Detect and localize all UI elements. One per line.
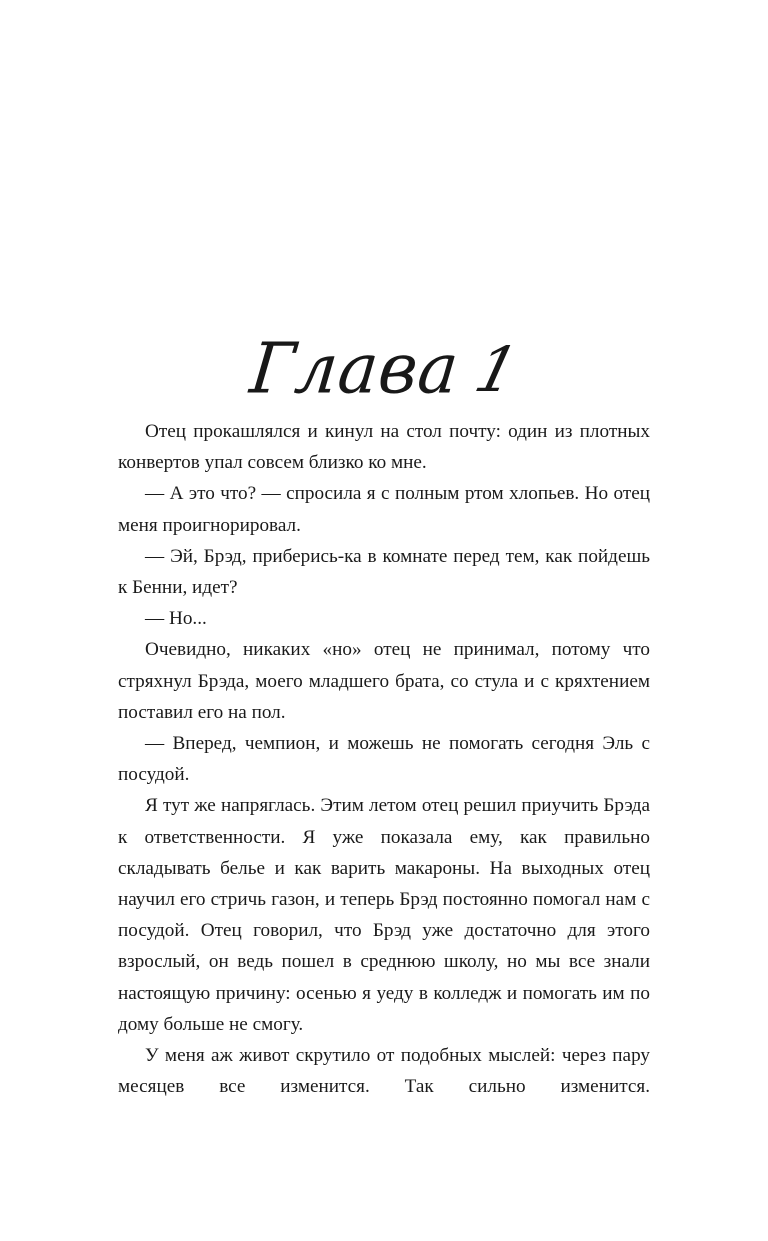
paragraph: — Но...	[145, 608, 207, 630]
paragraph: — Вперед, чемпион, и можешь не помогать сегодня Эль с посудой.	[118, 733, 650, 786]
paragraph: Очевидно, никаких «но» отец не принимал, потому что стряхнул Брэда, моего младшего брата, со стула и с кряхтением поставил его на пол.	[118, 639, 650, 723]
paragraph: Я тут же напряглась. Этим летом отец решил приучить Брэда к ответственности. Я уже показала ему, как правильно складывать белье и как варить макароны. На выходных отец научил его стричь газон, и теперь Брэд постоянно помогал нам с посудой. Отец говорил, что Брэд уже достаточно для этого взрослый, он ведь пошел в среднюю школу, но мы все знали настоящую причину: осенью я уеду в колледж и помогать им по дому больше не смогу.	[118, 795, 650, 1035]
chapter-heading-word: Глава	[246, 327, 464, 410]
paragraph: — Эй, Брэд, приберись-ка в комнате перед тем, как пойдешь к Бенни, идет?	[118, 545, 650, 599]
paragraph: — А это что? — спросила я с полным ртом хлопьев. Но отец меня проигнорировал.	[118, 483, 650, 536]
paragraph: Отец прокашлялся и кинул на стол почту: один из плотных конвертов упал совсем близко ко мне.	[118, 421, 650, 474]
paragraph: У меня аж живот скрутило от подобных мыслей: через пару месяцев все изменится. Так сильно изменится.	[118, 1045, 650, 1098]
body-text-block	[118, 416, 650, 1102]
chapter-heading	[0, 327, 768, 410]
chapter-heading-number: 1	[467, 333, 527, 407]
